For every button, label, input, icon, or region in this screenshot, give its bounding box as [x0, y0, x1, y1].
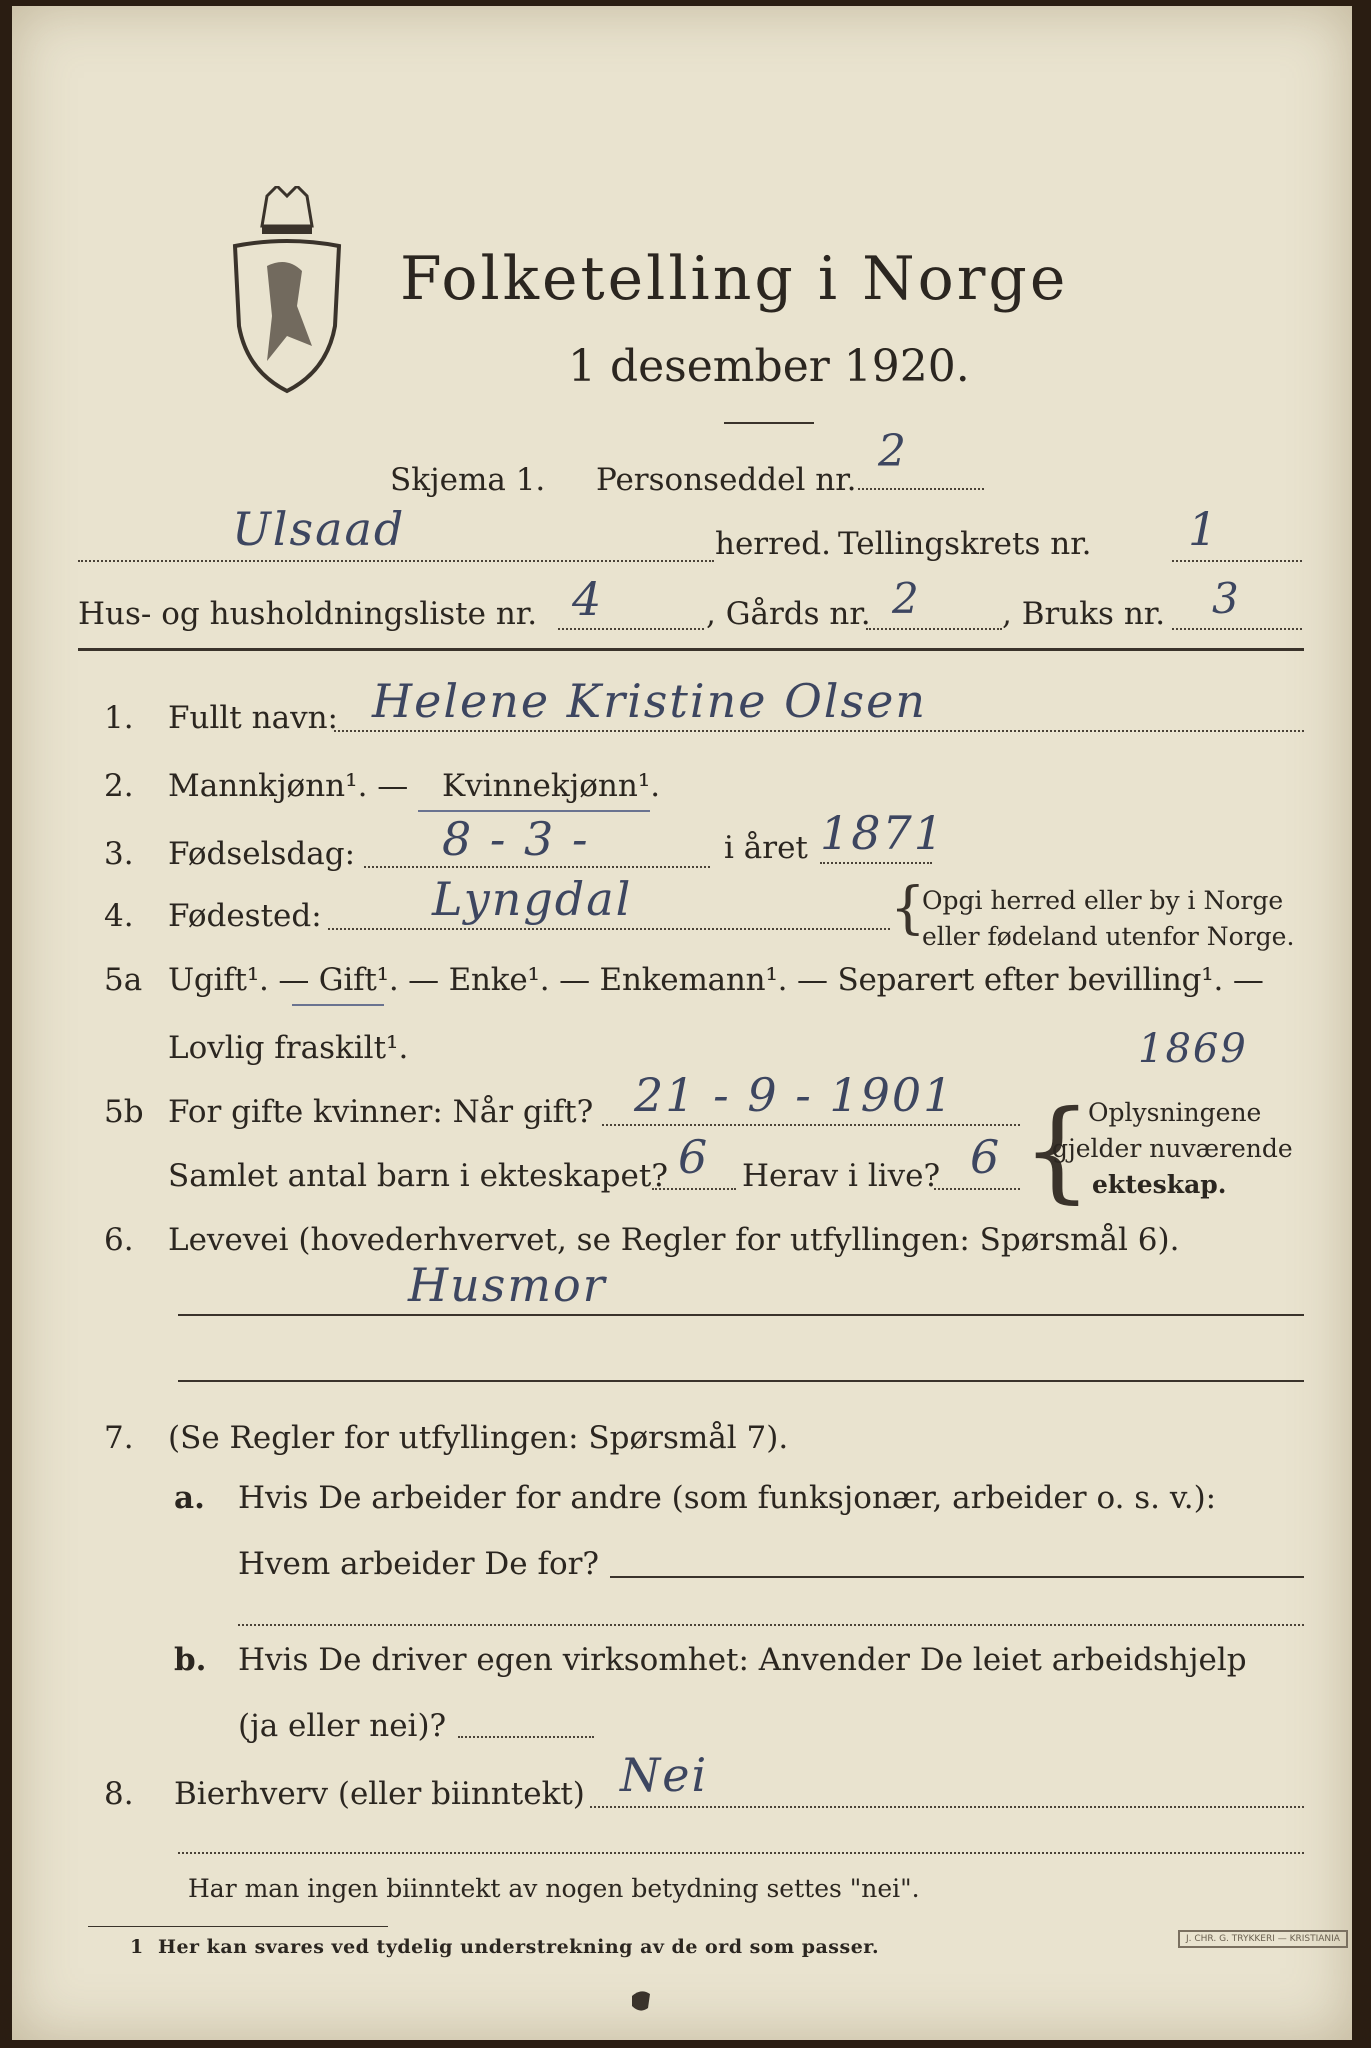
- birthplace-value[interactable]: Lyngdal: [432, 872, 633, 926]
- female-option[interactable]: Kvinnekjønn¹.: [442, 768, 661, 804]
- bruks-line: [1172, 628, 1302, 630]
- bruks-value[interactable]: 3: [1212, 574, 1241, 623]
- hired-help-line[interactable]: [458, 1736, 594, 1738]
- ink-blot-mark: [626, 1986, 656, 2016]
- husliste-value[interactable]: 4: [572, 572, 604, 626]
- q7b-line-1: Hvis De driver egen virksomhet: Anvender De leiet arbeidshjelp: [238, 1642, 1247, 1678]
- full-name-label: Fullt navn:: [168, 700, 338, 736]
- occupation-label: Levevei (hovederhvervet, se Regler for utfyllingen: Spørsmål 6).: [168, 1222, 1180, 1258]
- q7-number: 7.: [104, 1420, 134, 1456]
- married-date-label: For gifte kvinner: Når gift?: [168, 1094, 594, 1130]
- schema-label: Skjema 1.: [390, 462, 546, 498]
- married-underline: [292, 1004, 384, 1006]
- employer-line[interactable]: [610, 1576, 1304, 1578]
- birthplace-brace: {: [890, 876, 926, 941]
- marriage-note-1: Oplysningene: [1088, 1098, 1262, 1127]
- q7a-line-2: Hvem arbeider De for?: [238, 1546, 600, 1582]
- tellingskrets-label: Tellingskrets nr.: [838, 526, 1092, 562]
- footnote-divider: [88, 1926, 388, 1927]
- birth-year-value[interactable]: 1871: [820, 806, 946, 860]
- q5a-number: 5a: [104, 962, 143, 998]
- q7a-letter: a.: [174, 1480, 205, 1516]
- bruks-label: , Bruks nr.: [1002, 596, 1166, 632]
- q7b-line-2: (ja eller nei)?: [238, 1708, 447, 1744]
- herred-line: [78, 560, 714, 562]
- gards-line: [866, 628, 1002, 630]
- gards-value[interactable]: 2: [892, 574, 921, 623]
- side-income-line: [590, 1806, 1304, 1808]
- q7a-line-1: Hvis De arbeider for andre (som funksjonær, arbeider o. s. v.):: [238, 1480, 1217, 1516]
- husliste-label: Hus- og husholdningsliste nr.: [78, 596, 538, 632]
- personseddel-label: Personseddel nr.: [596, 462, 857, 498]
- full-name-value[interactable]: Helene Kristine Olsen: [372, 674, 927, 728]
- q6-number: 6.: [104, 1222, 134, 1258]
- no-income-note: Har man ingen biinntekt av nogen betydning settes "nei".: [188, 1874, 920, 1903]
- birth-year-label: i året: [724, 830, 808, 866]
- footnote-text: Her kan svares ved tydelig understrekning av de ord som passer.: [158, 1936, 880, 1958]
- alive-line: [934, 1188, 1020, 1190]
- footnote-mark: 1: [130, 1936, 144, 1958]
- tellingskrets-line: [1172, 560, 1302, 562]
- marriage-brace: {: [1022, 1086, 1092, 1214]
- children-value[interactable]: 6: [678, 1130, 710, 1184]
- husliste-line: [558, 628, 704, 630]
- herred-value[interactable]: Ulsaad: [232, 502, 406, 556]
- herred-label: herred.: [715, 526, 831, 562]
- full-name-line: [334, 730, 1304, 732]
- q7-label: (Se Regler for utfyllingen: Spørsmål 7).: [168, 1420, 789, 1456]
- alive-label: Herav i live?: [742, 1158, 941, 1194]
- birthday-value[interactable]: 8 - 3 -: [442, 812, 590, 866]
- marital-options[interactable]: Ugift¹. — Gift¹. — Enke¹. — Enkemann¹. — Separert efter bevilling¹. —: [168, 962, 1264, 998]
- children-label: Samlet antal barn i ekteskapet?: [168, 1158, 668, 1194]
- alive-value[interactable]: 6: [970, 1130, 1002, 1184]
- married-date-note[interactable]: 1869: [1138, 1026, 1248, 1072]
- q7b-letter: b.: [174, 1642, 207, 1678]
- q1-number: 1.: [104, 700, 134, 736]
- occupation-value[interactable]: Husmor: [408, 1258, 607, 1312]
- married-date-value[interactable]: 21 - 9 - 1901: [634, 1068, 955, 1122]
- coat-of-arms-emblem: [227, 186, 347, 396]
- birthday-label: Fødselsdag:: [168, 836, 356, 872]
- q4-number: 4.: [104, 898, 134, 934]
- q3-number: 3.: [104, 836, 134, 872]
- side-income-value[interactable]: Nei: [620, 1748, 709, 1802]
- q5b-number: 5b: [104, 1094, 144, 1130]
- birthplace-note-1: Opgi herred eller by i Norge: [922, 886, 1284, 915]
- header-divider: [78, 648, 1304, 651]
- marriage-note-3: ekteskap.: [1092, 1170, 1227, 1199]
- q2-number: 2.: [104, 768, 134, 804]
- personseddel-line: [858, 488, 984, 490]
- tellingskrets-value[interactable]: 1: [1188, 502, 1220, 556]
- children-line: [652, 1188, 736, 1190]
- marriage-note-2: gjelder nuværende: [1052, 1134, 1293, 1163]
- birth-year-line: [820, 862, 932, 864]
- occupation-line-1: [178, 1314, 1304, 1316]
- gards-label: , Gårds nr.: [706, 596, 871, 632]
- census-form: [12, 6, 1352, 2040]
- married-date-line: [602, 1124, 1020, 1126]
- census-date: 1 desember 1920.: [568, 341, 970, 392]
- birthday-line: [364, 866, 710, 868]
- side-income-line-2: [178, 1852, 1304, 1854]
- birthplace-label: Fødested:: [168, 898, 322, 934]
- form-title: Folketelling i Norge: [400, 244, 1069, 314]
- marital-options-2[interactable]: Lovlig fraskilt¹.: [168, 1030, 409, 1066]
- personseddel-value[interactable]: 2: [878, 426, 908, 477]
- side-income-label: Bierhverv (eller biinntekt): [174, 1776, 585, 1812]
- birthplace-line: [328, 928, 890, 930]
- employer-line-2: [238, 1624, 1304, 1626]
- printer-stamp: J. CHR. G. TRYKKERI — KRISTIANIA: [1178, 1930, 1348, 1948]
- title-divider: [724, 422, 814, 424]
- q8-number: 8.: [104, 1776, 134, 1812]
- occupation-line-2: [178, 1380, 1304, 1382]
- male-option[interactable]: Mannkjønn¹. —: [168, 768, 409, 804]
- birthplace-note-2: eller fødeland utenfor Norge.: [922, 922, 1295, 951]
